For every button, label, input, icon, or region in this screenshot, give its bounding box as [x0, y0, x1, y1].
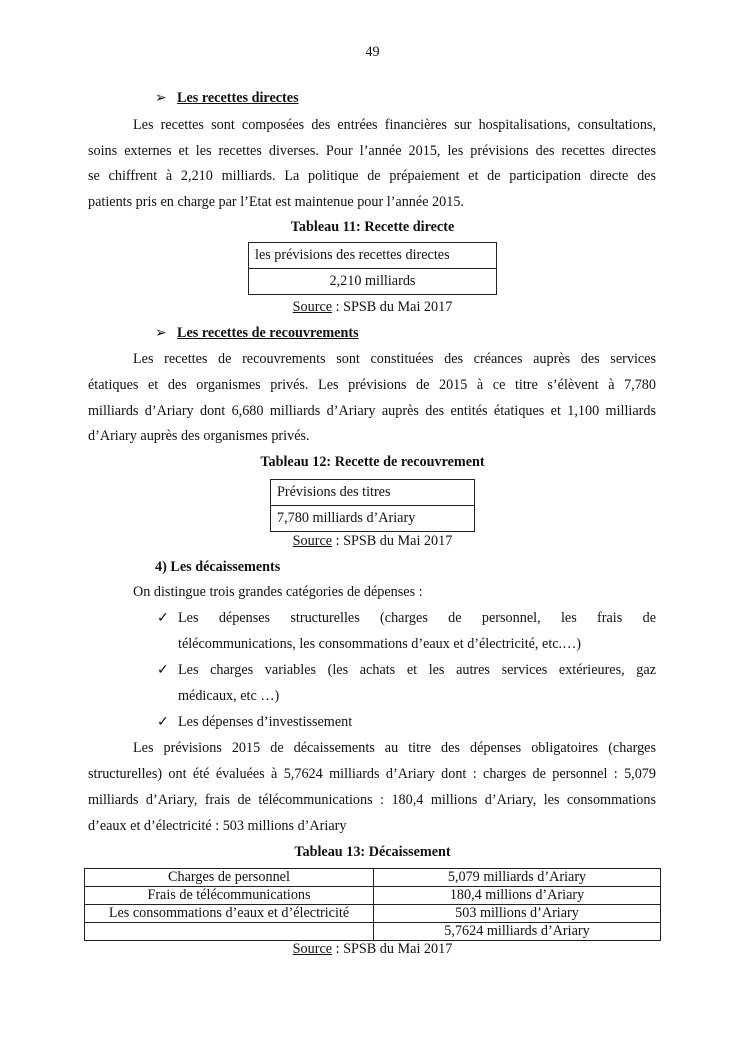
table-cell: 7,780 milliards d’Ariary — [271, 506, 475, 532]
table-row — [85, 869, 661, 887]
bullet-line: Les charges variables (les achats et les autres services extérieures, gaz — [178, 662, 656, 678]
source-note — [0, 941, 745, 958]
check-icon: ✓ — [157, 610, 169, 626]
table-title: Tableau 11: Recette directe — [290, 219, 455, 235]
table-row — [85, 905, 661, 923]
heading-text: Les recettes directes — [177, 90, 299, 106]
table-cell — [85, 923, 374, 941]
paragraph-line: structurelles) ont été évaluées à 5,7624 milliards d’Ariary dont : charges de personnel : 5,079 — [88, 766, 656, 782]
arrow-bullet-icon: ➢ — [155, 90, 167, 106]
source-note — [0, 299, 745, 316]
bullet-line: Les dépenses d’investissement — [178, 714, 353, 730]
check-icon: ✓ — [157, 662, 169, 678]
source-text: : SPSB du Mai 2017 — [332, 533, 453, 549]
paragraph-line: patients pris en charge par l’Etat est maintenue pour l’année 2015. — [88, 194, 464, 210]
paragraph-line: Les recettes sont composées des entrées financières sur hospitalisations, consultations, — [133, 117, 656, 133]
paragraph-line: milliards d’Ariary, frais de télécommunications : 180,4 millions d’Ariary, les consommations — [88, 792, 656, 808]
section-heading-decaissements: 4) Les décaissements — [155, 559, 281, 575]
section-heading-direct — [155, 90, 299, 107]
paragraph-line: Les recettes de recouvrements sont constituées des créances auprès des services — [133, 351, 656, 367]
source-label: Source — [292, 533, 333, 549]
table-cell: 5,079 milliards d’Ariary — [374, 869, 661, 887]
source-label: Source — [292, 299, 333, 315]
table-cell: 503 millions d’Ariary — [374, 905, 661, 923]
table-row — [85, 887, 661, 905]
table-cell: 5,7624 milliards d’Ariary — [374, 923, 661, 941]
table-cell: les prévisions des recettes directes — [249, 243, 497, 269]
table-cell: Frais de télécommunications — [85, 887, 374, 905]
table-cell: 180,4 millions d’Ariary — [374, 887, 661, 905]
source-label: Source — [292, 941, 333, 957]
check-icon: ✓ — [157, 714, 169, 730]
table-cell: 2,210 milliards — [249, 269, 497, 295]
paragraph-line: se chiffrent à 2,210 milliards. La politique de prépaiement et de participation directe des — [88, 168, 656, 184]
table-title: Tableau 13: Décaissement — [294, 844, 451, 860]
section-heading-recouvrement — [155, 325, 359, 342]
bullet-line: Les dépenses structurelles (charges de personnel, les frais de — [178, 610, 656, 626]
table-recette-directe — [248, 242, 497, 295]
table-decaissement — [84, 868, 661, 941]
source-text: : SPSB du Mai 2017 — [332, 941, 453, 957]
table-cell: Charges de personnel — [85, 869, 374, 887]
paragraph-line: d’eaux et d’électricité : 503 millions d’Ariary — [88, 818, 347, 834]
table-recette-recouvrement — [270, 479, 475, 532]
page-number: 49 — [365, 44, 380, 60]
table-row — [85, 923, 661, 941]
source-note — [0, 533, 745, 550]
paragraph-line: On distingue trois grandes catégories de dépenses : — [133, 584, 423, 600]
paragraph-line: d’Ariary auprès des organismes privés. — [88, 428, 310, 444]
table-title: Tableau 12: Recette de recouvrement — [260, 454, 485, 470]
paragraph-line: soins externes et les recettes diverses. Pour l’année 2015, les prévisions des recettes directes — [88, 143, 656, 159]
paragraph-line: milliards d’Ariary dont 6,680 milliards d’Ariary auprès des entités étatiques et 1,100 milliards — [88, 403, 656, 419]
bullet-line: télécommunications, les consommations d’eaux et d’électricité, etc.…) — [178, 636, 582, 652]
paragraph-line: Les prévisions 2015 de décaissements au titre des dépenses obligatoires (charges — [133, 740, 656, 756]
source-text: : SPSB du Mai 2017 — [332, 299, 453, 315]
paragraph-line: étatiques et des organismes privés. Les prévisions de 2015 à ce titre s’élèvent à 7,780 — [88, 377, 656, 393]
table-cell: Les consommations d’eaux et d’électricité — [85, 905, 374, 923]
heading-text: Les recettes de recouvrements — [177, 325, 359, 341]
arrow-bullet-icon: ➢ — [155, 325, 167, 341]
table-cell: Prévisions des titres — [271, 480, 475, 506]
bullet-line: médicaux, etc …) — [178, 688, 280, 704]
